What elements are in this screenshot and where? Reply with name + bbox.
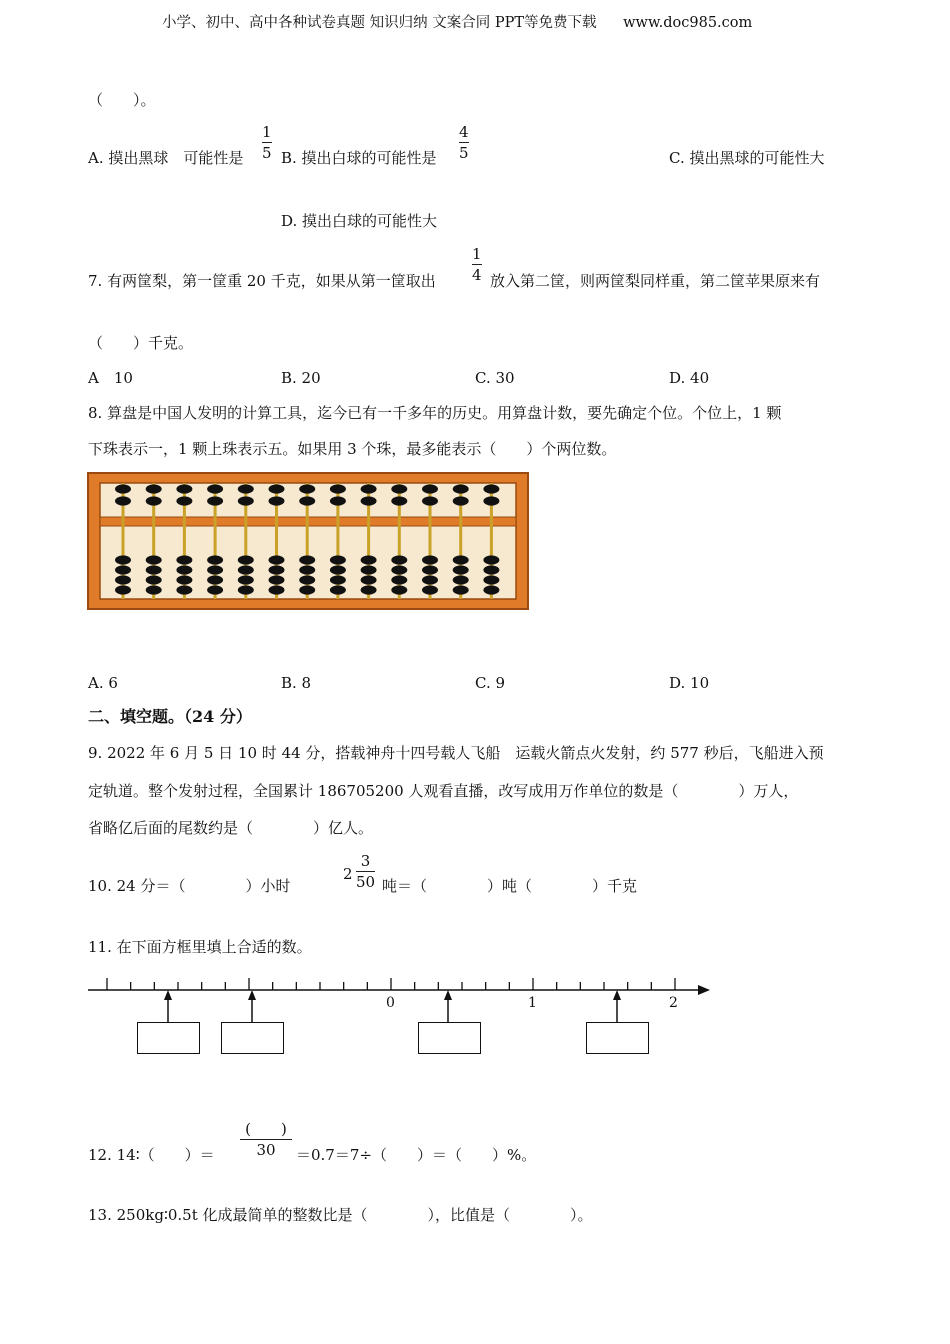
abacus-bead <box>176 575 192 584</box>
q8-option-d: D. 10 <box>669 674 710 692</box>
header-text: 小学、初中、高中各种试卷真题 知识归纳 文案合同 PPT等免费下载 <box>162 15 597 31</box>
abacus-bead <box>146 496 162 505</box>
q7-fraction <box>472 245 482 284</box>
abacus-bead <box>269 575 285 584</box>
abacus-bead <box>483 555 499 564</box>
pointer-arrowhead <box>248 990 256 1000</box>
abacus-bead <box>422 565 438 574</box>
abacus-bead <box>330 555 346 564</box>
abacus-bead <box>238 555 254 564</box>
abacus-bead <box>269 565 285 574</box>
number-line-arrowhead <box>698 985 710 995</box>
q6-option-d: D. 摸出白球的可能性大 <box>281 212 438 230</box>
q6-tail: （ ）。 <box>88 91 156 109</box>
q6-option-a <box>88 148 243 168</box>
abacus-bead <box>361 555 377 564</box>
q9-line1: 9. 2022 年 6 月 5 日 10 时 44 分，搭载神舟十四号载人飞船 运载火箭点火发射，约 577 秒后，飞船进入预 <box>88 744 824 762</box>
q9-line3: 省略亿后面的尾数约是（ ）亿人。 <box>88 819 374 837</box>
fraction-numerator: 4 <box>459 123 469 141</box>
abacus-bead <box>146 555 162 564</box>
abacus-bead <box>299 585 315 594</box>
fraction-denominator: 5 <box>459 144 469 162</box>
q10-mixed-whole: 2 <box>343 865 353 883</box>
number-line-label-1: 1 <box>528 995 537 1011</box>
site-header <box>162 13 752 33</box>
q12-text-b: ＝0.7＝7÷（ ）＝（ ）%。 <box>296 1146 537 1164</box>
q6-option-b: B. 摸出白球的可能性是 <box>281 149 437 167</box>
q6-option-a-fraction <box>262 123 272 162</box>
pointer-arrowhead <box>444 990 452 1000</box>
fraction-denominator: 30 <box>256 1141 276 1159</box>
pointer-arrowhead <box>613 990 621 1000</box>
abacus-bead <box>422 555 438 564</box>
answer-box-4[interactable] <box>586 1022 649 1054</box>
abacus-bead <box>299 484 315 493</box>
abacus-bead <box>330 585 346 594</box>
abacus-bead <box>422 585 438 594</box>
abacus-bead <box>207 496 223 505</box>
abacus-bead <box>207 484 223 493</box>
abacus-bead <box>115 585 131 594</box>
answer-box-1[interactable] <box>137 1022 200 1054</box>
q7-text-b: 放入第二筐，则两筐梨同样重，第二筐苹果原来有 <box>490 272 821 290</box>
abacus-image <box>86 471 530 611</box>
q7-option-a: A 10 <box>88 369 133 387</box>
abacus-bead <box>207 565 223 574</box>
abacus-bead <box>330 484 346 493</box>
abacus-bead <box>115 555 131 564</box>
number-line-ticks <box>107 978 675 990</box>
abacus-bead <box>453 496 469 505</box>
abacus-bead <box>361 565 377 574</box>
fraction-denominator: 4 <box>472 266 482 284</box>
abacus-bead <box>330 565 346 574</box>
abacus-bead <box>391 555 407 564</box>
abacus-bead <box>422 575 438 584</box>
abacus-bead <box>361 585 377 594</box>
fraction-denominator: 50 <box>356 873 376 891</box>
number-line-label-2: 2 <box>669 995 678 1011</box>
abacus-bead <box>483 484 499 493</box>
q10-text-b: 吨＝（ ）吨（ ）千克 <box>382 877 638 895</box>
q7-option-d: D. 40 <box>669 369 710 387</box>
pointer-arrowhead <box>164 990 172 1000</box>
q6-option-a-text: A. 摸出黑球 可能性是 <box>88 149 244 167</box>
fraction-denominator: 5 <box>262 144 272 162</box>
abacus-bead <box>299 575 315 584</box>
answer-box-3[interactable] <box>418 1022 481 1054</box>
abacus-bead <box>299 565 315 574</box>
abacus-bead <box>453 585 469 594</box>
q12-fraction <box>240 1120 292 1159</box>
abacus-bead <box>146 585 162 594</box>
q11-text: 11. 在下面方框里填上合适的数。 <box>88 938 312 956</box>
abacus-bead <box>176 585 192 594</box>
q8-option-b: B. 8 <box>281 674 312 692</box>
q10-fraction <box>356 852 375 891</box>
abacus-bead <box>453 484 469 493</box>
abacus-bead <box>299 555 315 564</box>
fraction-numerator: 3 <box>360 852 371 870</box>
q9-line2: 定轨道。整个发射过程，全国累计 186705200 人观看直播，改写成用万作单位的数是（ ）万人， <box>88 782 799 800</box>
abacus-bead <box>453 555 469 564</box>
abacus-bead <box>238 565 254 574</box>
abacus-bead <box>391 496 407 505</box>
abacus-bead <box>391 585 407 594</box>
abacus-bead <box>361 575 377 584</box>
abacus-bead <box>176 565 192 574</box>
section-title: 二、填空题。（24 分） <box>88 707 252 726</box>
abacus-bead <box>146 575 162 584</box>
abacus-bead <box>483 575 499 584</box>
abacus-bead <box>269 555 285 564</box>
q8-option-a: A. 6 <box>88 674 118 692</box>
abacus-bead <box>483 565 499 574</box>
fraction-numerator: 1 <box>262 123 272 141</box>
abacus-bead <box>330 575 346 584</box>
abacus-bead <box>115 565 131 574</box>
q7-option-c: C. 30 <box>475 369 515 387</box>
abacus-bead <box>115 575 131 584</box>
abacus-bead <box>238 575 254 584</box>
abacus-bead <box>115 496 131 505</box>
abacus-bead <box>483 585 499 594</box>
abacus-bead <box>422 496 438 505</box>
header-url[interactable]: www.doc985.com <box>623 15 753 31</box>
abacus-bead <box>391 484 407 493</box>
fraction-numerator: ( ) <box>245 1120 287 1138</box>
abacus-bead <box>115 484 131 493</box>
abacus-bead <box>207 575 223 584</box>
abacus-bead <box>391 575 407 584</box>
q8-option-c: C. 9 <box>475 674 506 692</box>
q7-text-a: 7. 有两筐梨，第一筐重 20 千克，如果从第一筐取出 <box>88 272 436 290</box>
q7-option-b: B. 20 <box>281 369 321 387</box>
q10-text-a: 10. 24 分＝（ ）小时 <box>88 877 291 895</box>
abacus-bead <box>238 585 254 594</box>
abacus-bead <box>269 496 285 505</box>
abacus-bead <box>207 555 223 564</box>
abacus-bead <box>361 496 377 505</box>
abacus-bead <box>422 484 438 493</box>
abacus-bead <box>361 484 377 493</box>
q8-line2: 下珠表示一，1 颗上珠表示五。如果用 3 个珠，最多能表示（ ）个两位数。 <box>88 440 617 458</box>
abacus-bead <box>176 496 192 505</box>
number-line-label-0: 0 <box>386 995 395 1011</box>
q12-text-a: 12. 14∶（ ）＝ <box>88 1146 215 1164</box>
abacus-bead <box>176 555 192 564</box>
abacus-bead <box>483 496 499 505</box>
q6-option-c: C. 摸出黑球的可能性大 <box>669 149 825 167</box>
abacus-bead <box>330 496 346 505</box>
abacus-bead <box>146 565 162 574</box>
abacus-bead <box>269 484 285 493</box>
abacus-bead <box>453 575 469 584</box>
abacus-bead <box>176 484 192 493</box>
abacus-bead <box>299 496 315 505</box>
abacus-bead <box>453 565 469 574</box>
q7-line2: （ ）千克。 <box>88 334 194 352</box>
abacus-bead <box>238 484 254 493</box>
abacus-bead <box>207 585 223 594</box>
abacus-bead <box>269 585 285 594</box>
q6-option-b-fraction <box>459 123 469 162</box>
answer-box-2[interactable] <box>221 1022 284 1054</box>
fraction-numerator: 1 <box>472 245 482 263</box>
abacus-bead <box>146 484 162 493</box>
q13-text: 13. 250kg∶0.5t 化成最简单的整数比是（ ），比值是（ ）。 <box>88 1206 593 1224</box>
q8-line1: 8. 算盘是中国人发明的计算工具，迄今已有一千多年的历史。用算盘计数，要先确定个位。个位上，1 颗 <box>88 404 782 422</box>
abacus-bead <box>391 565 407 574</box>
abacus-bead <box>238 496 254 505</box>
